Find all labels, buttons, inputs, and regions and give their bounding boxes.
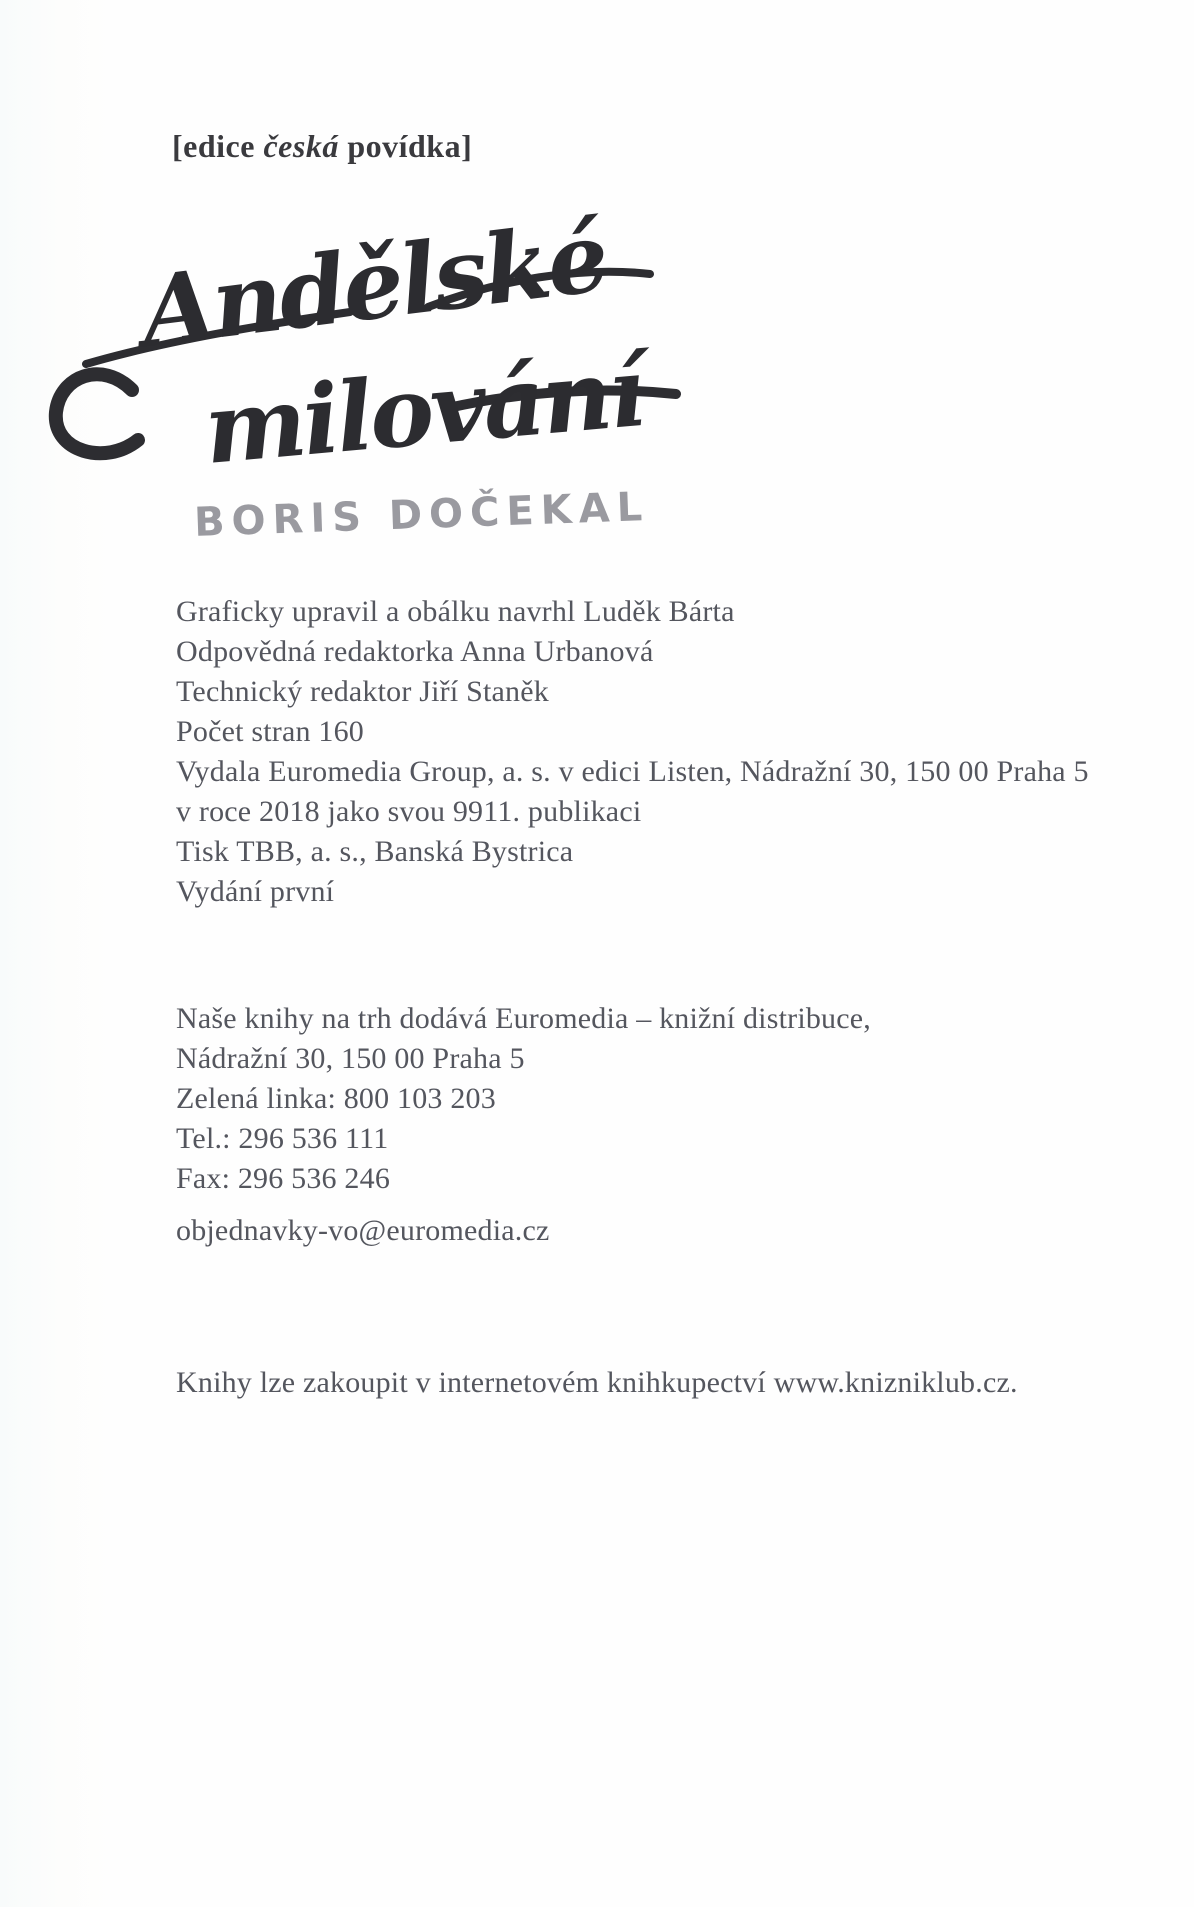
credits-block — [176, 592, 1188, 912]
purchase-note: Knihy lze zakoupit v internetovém knihkupectví www.knizniklub.cz. — [176, 1366, 1018, 1399]
credit-line-designer: Graficky upravil a obálku navrhl Luděk Bárta — [176, 595, 735, 628]
distribution-line-intro: Naše knihy na trh dodává Euromedia – knižní distribuce, — [176, 1002, 871, 1035]
edition-series-tag — [172, 128, 472, 165]
credit-line-printer: Tisk TBB, a. s., Banská Bystrica — [176, 835, 574, 868]
credit-line-publisher: Vydala Euromedia Group, a. s. v edici Listen, Nádražní 30, 150 00 Praha 5 — [176, 755, 1089, 788]
edition-tag-prefix: [edice — [172, 128, 264, 164]
distribution-line-fax: Fax: 296 536 246 — [176, 1162, 391, 1195]
book-author-handwritten: BORIS DOČEKAL — [193, 484, 650, 546]
distribution-line-hotline: Zelená linka: 800 103 203 — [176, 1082, 496, 1115]
credit-line-tech-editor: Technický redaktor Jiří Staněk — [176, 675, 549, 708]
credit-line-editor: Odpovědná redaktorka Anna Urbanová — [176, 635, 654, 668]
orders-email: objednavky-vo@euromedia.cz — [176, 1214, 550, 1247]
edition-tag-italic-word: česká — [263, 128, 339, 164]
distribution-block — [176, 999, 1188, 1199]
credit-line-page-count: Počet stran 160 — [176, 715, 364, 748]
book-title-line2: milování — [199, 335, 647, 486]
book-title-line1: Andělské — [134, 199, 612, 370]
distribution-line-address: Nádražní 30, 150 00 Praha 5 — [176, 1042, 525, 1075]
edition-tag-suffix: povídka] — [338, 128, 473, 164]
credit-line-edition: Vydání první — [176, 875, 335, 908]
colophon-text — [176, 592, 1188, 1403]
distribution-line-tel: Tel.: 296 536 111 — [176, 1122, 389, 1155]
credit-line-year: v roce 2018 jako svou 9911. publikaci — [176, 795, 642, 828]
c-flourish-stroke — [56, 374, 138, 453]
hand-lettered-title-block — [28, 199, 718, 592]
